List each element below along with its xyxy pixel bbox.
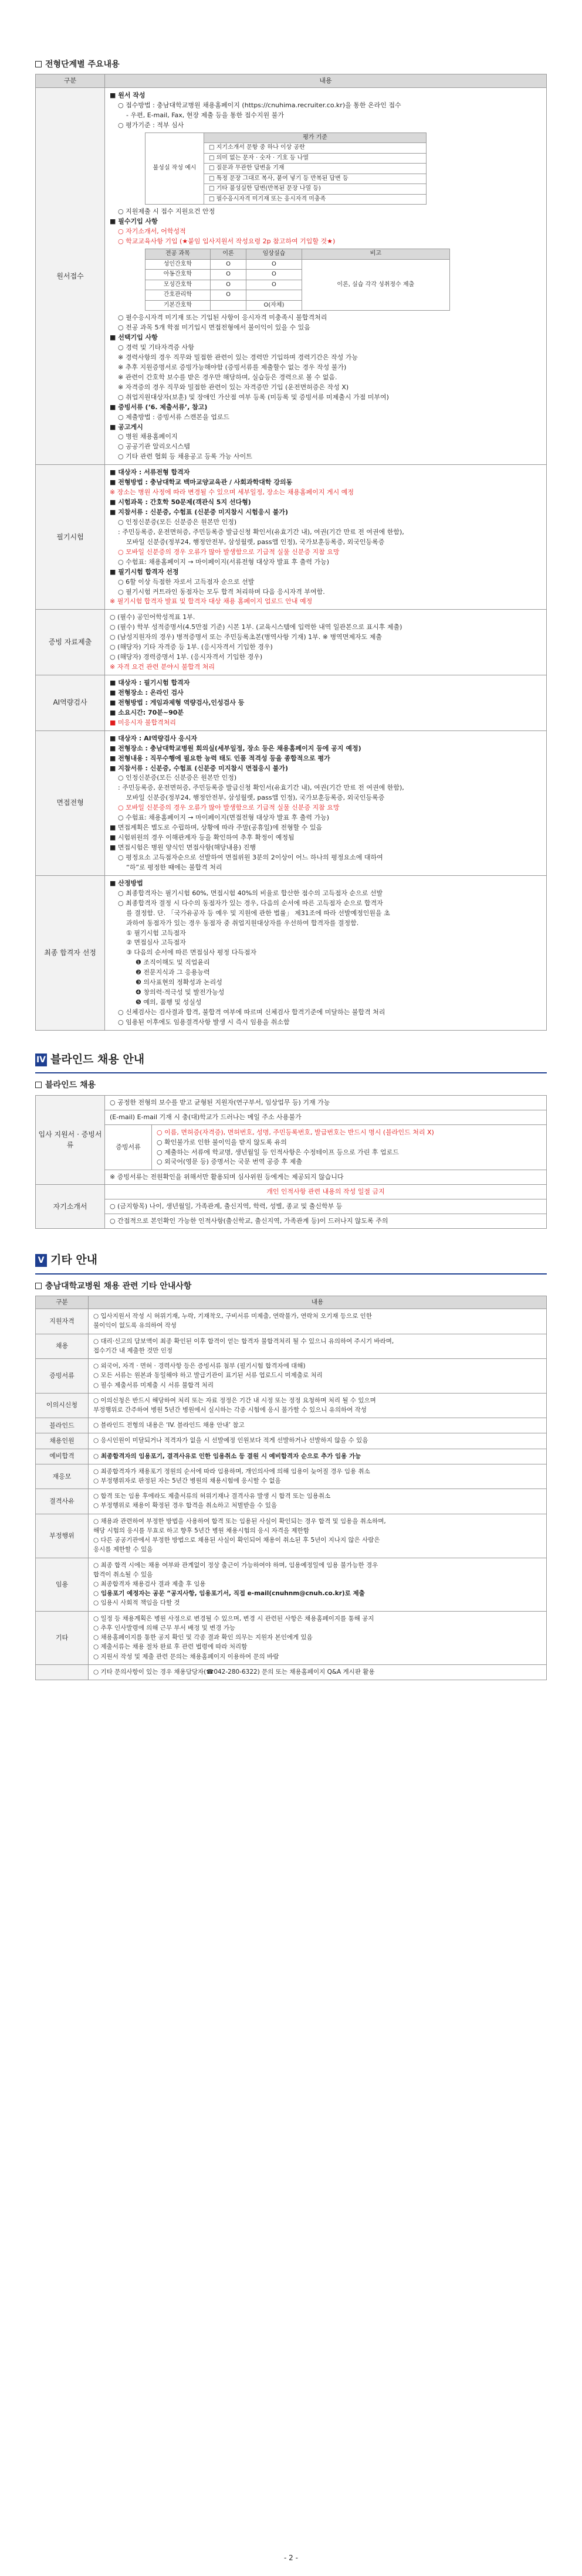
row-content (89, 1418, 547, 1433)
gita-row (36, 1334, 547, 1358)
gita-heading: V 기타 안내 (35, 1252, 547, 1269)
row-label: 채용인원 (36, 1433, 89, 1449)
gita-table: 구분 내용 지원자격 ○ 입사지원서 작성 시 허위기재, 누락, 기재착오, 구비서류 미제출, 연락불가, 연락처 오기재 등으로 인한 불이익이 없도록 유의하여 작성 채용 ○ 대리·신고의 담보액이 최종 확인된 이후 합격이 얻는 합격자 불합격처리 될 수 있으니 유의하여 주시기 바라며, 접수기간 내 제출한 것만 인정 증빙서류 ○ 외국어, 자격 · 면허 · 경력사항 등은 증빙서류 첨부 (필기시험 합격자에 대해) ○ 모든 서류는 원본과 동일해야 하고 발급기관이 표기된 서류 업로드시 미제출로 처리 ○ 필수 제출서류 미제출 시 서류 불합격 처리 이의시신청 ○ 이의신청은 반드시 해당하여 처리 또는 자료 정정은 기간 내 시정 또는 정정 요청하며 처리 될 수 있으며 부정행위로 간주하여 병원 5년간 병원에서 실시하는 각종 시험에 응시 불가할 수 있으니 유의하여 작성 블라인드 ○ 블라인드 전형의 내용은 ‘IV. 블라인드 채용 안내’ 참고 채용인원 ○ 응시인원이 미달되거나 적격자가 없을 시 선발예정 인원보다 적게 선발하거나 선발하지 않을 수 있음 예비합격 ○ 최종합격자의 임용포기, 결격사유로 인한 임용취소 등 결원 시 예비합격자 순으로 추가 임용 가능 재응모 ○ 최종합격자가 채용포기 정원의 순서에 따라 임용하며, 개인의사에 의해 임용이 늦어질 경우 임용 취소 ○ 부정행위자로 판정된 자는 5년간 병원의 채용시험에 응시할 수 없음 결격사유 ○ 합격 또는 임용 후에라도 제출서류의 허위기재나 결격사유 발생 시 합격 또는 임용취소 ○ 부정행위로 채용이 확정된 경우 합격을 취소하고 처벌받을 수 있음 부정행위 ○ 채용과 관련하여 부정한 방법을 사용하여 합격 또는 임용된 사실이 확인되는 경우 합격 및 임용을 취소하며, 해당 시험의 응시를 무효로 하고 향후 5년간 병원 채용시험의 응시 자격을 제한함 ○ 다른 공공기관에서 부정한 방법으로 채용된 사실이 확인되어 채용이 취소된 후 5년이 지나지 않은 사람은 응시를 제한할 수 있음 임용 ○ 최종 합격 시에는 채용 여부와 관계없이 정상 출근이 가능하여야 하며, 임용예정일에 임용 불가능한 경우 합격이 취소될 수 있음 ○ 최종합격자 채용검사 결과 제출 후 임용 ○ 임용포기 예정자는 공문 “공지사항, 임용포기서, 직접 e-mail(cnuhnm@cnuh.co.kr)로 제출 ○ 임용시 사회적 책임을 다할 것 기타 ○ 일정 등 채용계획은 병원 사정으로 변경될 수 있으며, 변경 시 관련된 사항은 채용홈페이지를 통해 공지 ○ 추후 인사발령에 의해 근무 부서 배정 및 변경 가능 ○ 채용홈페이지를 통한 공지 확인 및 각종 결과 확인 의무는 지원자 본인에게 있음 ○ 제출서류는 채용 절차 완료 후 관련 법령에 따라 처리함 ○ 지원서 작성 및 제출 관련 문의는 채용홈페이지 이용하여 문의 바람 ○ 기타 문의사항이 있는 경우 채용담당자(☎042-280-6322) 문의 또는 채용홈페이지 Q&A 게시판 활용 (35, 1296, 547, 1680)
row-content (89, 1464, 547, 1488)
row-content: ■ 대상자 : AI역량검사 응시자 ■ 전형장소 : 충남대학교병원 회의실(세부일정, 장소 등은 채용홈페이지 등에 공지 예정) ■ 전형내용 : 직무수행에 필요한 능력 태도 인품 적격성 등을 종합적으로 평가 ■ 지참서류 : 신분증, 수험표 (신분증 미지참시 면접응시 불가) ○ 인정신분증(모든 신분증은 원본만 인정) : 주민등록증, 운전면허증, 주민등록증 발급신청 확인서(유효기간 내), 여권(기간 만료 전 여권에 한함), 모바일 신분증(정부24, 행정안전부, 삼성월렛, pass앱 인정), 국가보훈등록증, 외국인등록증 ○ 모바일 신분증의 경우 오류가 많아 발생함으로 기급적 실물 신분증 지참 요망 ○ 수험표: 채용홈페이지 → 마이페이지(면접전형 대상자 발표 후 출력 가능) ■ 면접계획은 별도로 수립하며, 상황에 따라 주말(공휴일)에 전형할 수 있음 ■ 시험위원의 경우 이해관계자 등을 확인하여 추후 확정이 예정됨 ■ 면접시험은 병원 양식인 면접사항(해당내용) 진행 ○ 평정요소 고득점자순으로 선발하여 면접위원 3분의 2이상이 어느 하나의 평정요소에 대하여 “하”로 평정한 때에는 불합격 처리 (105, 730, 547, 875)
row-line: ○ 최종합격자의 임용포기, 결격사유로 인한 임용취소 등 결원 시 예비합격자 순으로 추가 임용 가능 (93, 1452, 361, 1460)
row-line: ○ 기타 문의사항이 있는 경우 채용담당자(☎042-280-6322) 문의 또는 채용홈페이지 Q&A 게시판 활용 (93, 1668, 375, 1676)
row-line: ○ 부정행위자로 판정된 자는 5년간 병원의 채용시험에 응시할 수 없음 (93, 1477, 281, 1485)
gita-row (36, 1449, 547, 1464)
row-label (36, 1664, 89, 1680)
row-content (89, 1309, 547, 1334)
row-line: ○ 응시인원이 미달되거나 적격자가 없을 시 선발예정 인원보다 적게 선발하거나 선발하지 않을 수 있음 (93, 1437, 368, 1445)
row-line: ○ 합격 또는 임용 후에라도 제출서류의 허위기재나 결격사유 발생 시 합격 또는 임용취소 (93, 1493, 331, 1500)
row-ai (36, 675, 547, 731)
row-line: ○ 임용포기 예정자는 공문 “공지사항, 임용포기서, 직접 e-mail(cnuhnm@cnuh.co.kr)로 제출 (93, 1590, 365, 1598)
row-label: 필기시험 (36, 465, 105, 610)
row-label: 면접전형 (36, 730, 105, 875)
bad-example-table: 불성실 작성 예시 평가 기준 □ 지기소개서 문항 중 하나 이상 공란 □ 의미 없는 문자 · 숫자 · 기호 등 나열 □ 질문과 무관한 답변을 기재 □ 특정 문장 그대로 복사, 붙여 넣기 등 반복된 답변 등 □ 기타 불성실한 답변(반복된 문장 나열 등) □ 필수응시자격 미기재 또는 응시자격 미충족 (145, 132, 427, 205)
row-label: 임용 (36, 1558, 89, 1611)
row-label: 예비합격 (36, 1449, 89, 1464)
row-content (89, 1393, 547, 1418)
gita-row (36, 1489, 547, 1514)
row-content: ■ 원서 작성 ○ 접수방법 : 충남대학교병원 채용홈페이지 (https://cnuhima.recruiter.co.kr)을 통한 온라인 접수 - 우편, E-mail, Fax, 현장 제출 등을 통한 접수지원 불가 ○ 평가기준 : 적부 심사 불성실 작성 예시 평가 기준 □ 지기소개서 문항 중 하나 이상 공란 □ 의미 없는 문자 · 숫자 · 기호 등 나열 □ 질문과 무관한 답변을 기재 □ 특정 문장 그대로 복사, 붙여 넣기 등 반복된 답변 등 □ 기타 불성실한 답변(반복된 문장 나열 등) □ 필수응시자격 미기재 또는 응시자격 미충족 ○ 지원제출 시 접수 지원요건 안정 ■ 필수기입 사항 ○ 자기소개서, 어학성적 ○ 학교교육사항 기입 (★붙임 입사지원서 작성요령 2p 참고하여 기입할 것★) 전공 과목 이론 임상실습 비고 성인간호학 O O 이론, 실습 각각 성취정수 제출 아동간호학 O O 모성간호학 O O 간호관리학 O 기본간호학 O(자체) ○ 필수응시자격 미기재 또는 기입된 사항이 응시자격 미충족시 불합격처리 ○ 전공 과목 5개 학점 미기입시 면접전형에서 불이익이 있을 수 있음 ■ 선택기입 사항 ○ 경력 및 기타자격증 사항 ※ 경력사항의 경우 직무와 밀접한 관련이 있는 경력만 기입하며 경력기간은 작성 가능 ※ 추후 지원증명서로 증빙가능해야함 (증빙서류를 제출할수 없는 경우 작성 불가) ※ 관련이 간호학 보수를 받은 경우만 해당하며, 실습등은 경력으로 볼 수 없음. ※ 자격증의 경우 직무와 밀접한 관련이 있는 자격증만 기입 (운전면허증은 작성 X) ○ 취업지원대상자(보훈) 및 장애인 가산점 여부 등록 (미등록 및 증빙서류 미제출시 가점 미부여) ■ 증빙서류 (‘6. 제출서류’, 참고) ○ 제출방법 : 증빙서류 스캔본을 업로드 ■ 공고게시 ○ 병원 채용홈페이지 ○ 공공기관 알리오시스템 ○ 기타 관련 협회 등 채용공고 등록 가능 사이트 (105, 88, 547, 465)
row-label: 최종 합격자 선정 (36, 875, 105, 1030)
row-line: ○ 다른 공공기관에서 부정한 방법으로 채용된 사실이 확인되어 채용이 취소된 후 5년이 지나지 않은 사람은 (93, 1537, 380, 1544)
row-label: 이의시신청 (36, 1393, 89, 1418)
row-label: 원서접수 (36, 88, 105, 465)
row-content: ■ 대상자 : 서류전형 합격자 ■ 전형방법 : 충남대학교 백마교양교육관 / 사회과학대학 강의동 ※ 장소는 병원 사정에 따라 변경될 수 있으며 세부일정, 장소는 채용홈페이지 게시 예정 ■ 시험과목 : 간호학 50문제(객관식 5지 선다형) ■ 지참서류 : 신분증, 수험표 (신분증 미지참시 시험응시 불가) ○ 인정신분증(모든 신분증은 원본만 인정) : 주민등록증, 운전면허증, 주민등록증 발급신청 확인서(유효기간 내), 여권(기간 만료 전 여권에 한함), 모바일 신분증(정부24, 행정안전부, 삼성월렛, pass앱 인정), 국가보훈등록증, 외국인등록증 ○ 모바일 신분증의 경우 오류가 많아 발생함으로 기급적 실물 신분증 지참 요망 ○ 수험표: 채용홈페이지 → 마이페이지(서류전형 대상자 발표 후 출력 가능) ■ 필기시험 합격자 선정 ○ 6할 이상 득점한 자로서 고득점자 순으로 선발 ○ 필기시험 커트라인 동점자는 모두 합격 처리하며 다음 응시자격 부여함. ※ 필기시험 합격자 발표 및 합격자 대상 채용 홈페이지 업로드 안내 예정 (105, 465, 547, 610)
row-label: 증빙 자료제출 (36, 610, 105, 675)
gita-row (36, 1309, 547, 1334)
row-content (89, 1558, 547, 1611)
row-label: 기타 (36, 1611, 89, 1664)
row-line: ○ 임용시 사회적 책임을 다할 것 (93, 1599, 180, 1607)
col-gubun: 구분 (36, 74, 105, 88)
row-line: ○ 제출서류는 채용 절차 완료 후 관련 법령에 따라 처리함 (93, 1643, 248, 1651)
row-label: 부정행위 (36, 1514, 89, 1558)
row-label: 지원자격 (36, 1309, 89, 1334)
gita-row (36, 1664, 547, 1680)
screening-table (35, 74, 547, 1031)
row-line: ○ 추후 인사발령에 의해 근무 부서 배정 및 변경 가능 (93, 1624, 236, 1632)
page-number: - 2 - (284, 2554, 298, 2562)
gita-subtitle: 충남대학교병원 채용 관련 기타 안내사항 (35, 1280, 547, 1292)
row-line: ○ 대리·신고의 담보액이 최종 확인된 이후 합격이 얻는 합격자 불합격처리 될 수 있으니 유의하여 주시기 바라며, (93, 1337, 394, 1345)
blind-heading: IV 블라인드 채용 안내 (36, 1052, 145, 1066)
row-line: ○ 채용과 관련하여 부정한 방법을 사용하여 합격 또는 임용된 사실이 확인되는 경우 합격 및 임용을 취소하며, (93, 1517, 386, 1525)
row-line: ○ 블라인드 전형의 내용은 ‘IV. 블라인드 채용 안내’ 참고 (93, 1422, 245, 1429)
education-table: 전공 과목 이론 임상실습 비고 성인간호학 O O 이론, 실습 각각 성취정수 제출 아동간호학 O O 모성간호학 O O 간호관리학 O 기본간호학 O(자체) (145, 249, 450, 311)
blind-table: 입사 지원서 · 증빙서류 ○ 공정한 전형의 보수를 받고 균형된 지원자(연구부서, 임상업무 등) 기재 가능 (E-mail) E-mail 기재 시 충(대)학교가 드러나는 메일 주소 사용불가 증빙서류 ○ 이름, 면허증(자격증), 면허번호, 성명, 주민등록번호, 발급번호는 반드시 명시 (블라인드 처리 X) ○ 확인불가로 인한 불이익을 받지 않도록 유의 ○ 제출하는 서류에 학교명, 생년월일 등 인적사항은 수정테이프 등으로 가린 후 업로드 ○ 외국어(영문 등) 증명서는 국문 번역 공증 후 제출 ※ 증빙서류는 전원확인을 위해서만 활용되며 심사위원 등에게는 제공되지 않습니다 자기소개서 개인 인적사항 관련 내용의 작성 일절 금지 ○ (금지항목) 나이, 생년월일, 가족관계, 출신지역, 학력, 성별, 종교 및 출신학부 등 ○ 간접적으로 본인확인 가능한 인적사항(출신학교, 출신지역, 가족관계 등)이 드러나지 않도록 주의 (35, 1095, 547, 1229)
row-content (89, 1449, 547, 1464)
row-content (89, 1611, 547, 1664)
gita-row (36, 1393, 547, 1418)
section-title: 전형단계별 주요내용 (35, 59, 547, 70)
row-content: ■ 산정방법 ○ 최종합격자는 필기시험 60%, 면접시험 40%의 비율로 합산한 점수의 고득점자 순으로 선발 ○ 최종합격자 결정 시 다수의 동점자가 있는 경우, 다음의 순서에 따른 고득점자 순으로 합격자 를 결정함. 단. 「국가유공자 등 예우 및 지원에 관한 법률」 제31조에 따라 선발예정인원을 초 과하여 동점자가 있는 경우 동점자 중 취업지원대상자를 우선하여 합격자를 결정함. ① 필기시험 고득점자 ② 면접심사 고득점자 ③ 다음의 순서에 따른 면접심사 평정 다득점자 ❶ 조직이해도 및 직업윤리 ❷ 전문지식과 그 응용능력 ❸ 의사표현의 정확성과 논리성 ❹ 창의력·적극성 및 발전가능성 ❺ 예의, 품행 및 성실성 ○ 신체검사는 검사결과 합격, 불합격 여부에 따르며 신체검사 합격기준에 미달하는 불합격 처리 ○ 임용된 이후에도 임용결격사항 발생 시 즉시 임용을 취소함 (105, 875, 547, 1030)
row-content (89, 1334, 547, 1358)
row-won (36, 88, 547, 465)
gita-row (36, 1418, 547, 1433)
row-line: 합격이 취소될 수 있음 (93, 1571, 153, 1578)
row-line: ○ 일정 등 채용계획은 병원 사정으로 변경될 수 있으며, 변경 시 관련된 사항은 채용홈페이지를 통해 공지 (93, 1615, 374, 1622)
row-content (89, 1433, 547, 1449)
gita-row (36, 1514, 547, 1558)
gita-row (36, 1433, 547, 1449)
row-label: AI역량검사 (36, 675, 105, 731)
row-choi (36, 875, 547, 1030)
checkbox-bullet-icon (35, 1082, 42, 1088)
row-content (89, 1489, 547, 1514)
row-content (89, 1664, 547, 1680)
checkbox-bullet-icon (35, 1283, 42, 1289)
row-line: 응시를 제한할 수 있음 (93, 1546, 153, 1554)
divider (35, 1273, 547, 1275)
row-line: ○ 지원서 작성 및 제출 관련 문의는 채용홈페이지 이용하여 문의 바람 (93, 1653, 279, 1660)
row-label: 채용 (36, 1334, 89, 1358)
divider (35, 1072, 547, 1073)
checkbox-bullet-icon (35, 61, 42, 67)
gita-row (36, 1558, 547, 1611)
row-line: ○ 입사지원서 작성 시 허위기재, 누락, 기재착오, 구비서류 미제출, 연락불가, 연락처 오기재 등으로 인한 (93, 1313, 372, 1320)
gita-row (36, 1464, 547, 1488)
row-pil (36, 465, 547, 610)
row-label: 블라인드 (36, 1418, 89, 1433)
row-line: ○ 최종합격자 채용검사 결과 제출 후 임용 (93, 1581, 206, 1588)
row-line: ○ 최종합격자가 채용포기 정원의 순서에 따라 임용하며, 개인의사에 의해 임용이 늦어질 경우 임용 취소 (93, 1467, 370, 1475)
gita-body (36, 1309, 547, 1680)
row-line: 불이익이 없도록 유의하여 작성 (93, 1322, 177, 1330)
col-naeyong: 내용 (105, 74, 547, 88)
gita-row (36, 1611, 547, 1664)
row-line: ○ 부정행위로 채용이 확정된 경우 합격을 취소하고 처벌받을 수 있음 (93, 1502, 278, 1510)
row-line: 해당 시험의 응시를 무효로 하고 향후 5년간 병원 채용시험의 응시 자격을 제한함 (93, 1527, 309, 1534)
row-line: ○ 이의신청은 반드시 해당하여 처리 또는 자료 정정은 기간 내 시정 또는 정정 요청하며 처리 될 수 있으며 (93, 1396, 376, 1404)
row-label: 재응모 (36, 1464, 89, 1488)
row-content (89, 1359, 547, 1394)
row-line: ○ 채용홈페이지를 통한 공지 확인 및 각종 결과 확인 의무는 지원자 본인에게 있음 (93, 1634, 313, 1642)
blind-subtitle: 블라인드 채용 (35, 1079, 547, 1091)
row-label: 증빙서류 (36, 1359, 89, 1394)
row-line: ○ 최종 합격 시에는 채용 여부와 관계없이 정상 출근이 가능하여야 하며, 임용예정일에 임용 불가능한 경우 (93, 1561, 378, 1569)
row-line: ○ 모든 서류는 원본과 동일해야 하고 발급기관이 표기된 서류 업로드시 미제출로 처리 (93, 1372, 323, 1379)
row-jaryo (36, 610, 547, 675)
row-line: 접수기간 내 제출한 것만 인정 (93, 1347, 173, 1354)
row-line: 부정행위로 간주하여 병원 5년간 병원에서 실시하는 각종 시험에 응시 불가할 수 있으니 유의하여 작성 (93, 1406, 367, 1413)
row-label: 결격사유 (36, 1489, 89, 1514)
row-content (89, 1514, 547, 1558)
row-content: ■ 대상자 : 필기시험 합격자 ■ 전형장소 : 온라인 검사 ■ 전형방법 : 게임과제형 역량검사,인성검사 등 ■ 소요시간: 70분~90분 ■ 미응시자 불합격처리 (105, 675, 547, 731)
row-myeon (36, 730, 547, 875)
row-line: ○ 필수 제출서류 미제출 시 서류 불합격 처리 (93, 1381, 214, 1389)
row-content: ○ (필수) 공인어학성적표 1부. ○ (필수) 학부 성적증명서(4.5만점 기준) 시본 1부. (교육시스템에 입력한 내역 일관본으로 표시후 제출) ○ (남성지원자의 경우) 병적증명서 또는 주민등록초본(병역사항 기재) 1부. ※ 병역면제자도 제출 ○ (해당자) 기타 자격증 등 1부. (응시자격서 기입한 경우) ○ (해당자) 경력증명서 1부. (응시자격서 기입한 경우) ※ 자격 요건 관련 분야시 불합격 처리 (105, 610, 547, 675)
gita-row (36, 1359, 547, 1394)
row-line: ○ 외국어, 자격 · 면허 · 경력사항 등은 증빙서류 첨부 (필기시험 합격자에 대해) (93, 1362, 306, 1370)
